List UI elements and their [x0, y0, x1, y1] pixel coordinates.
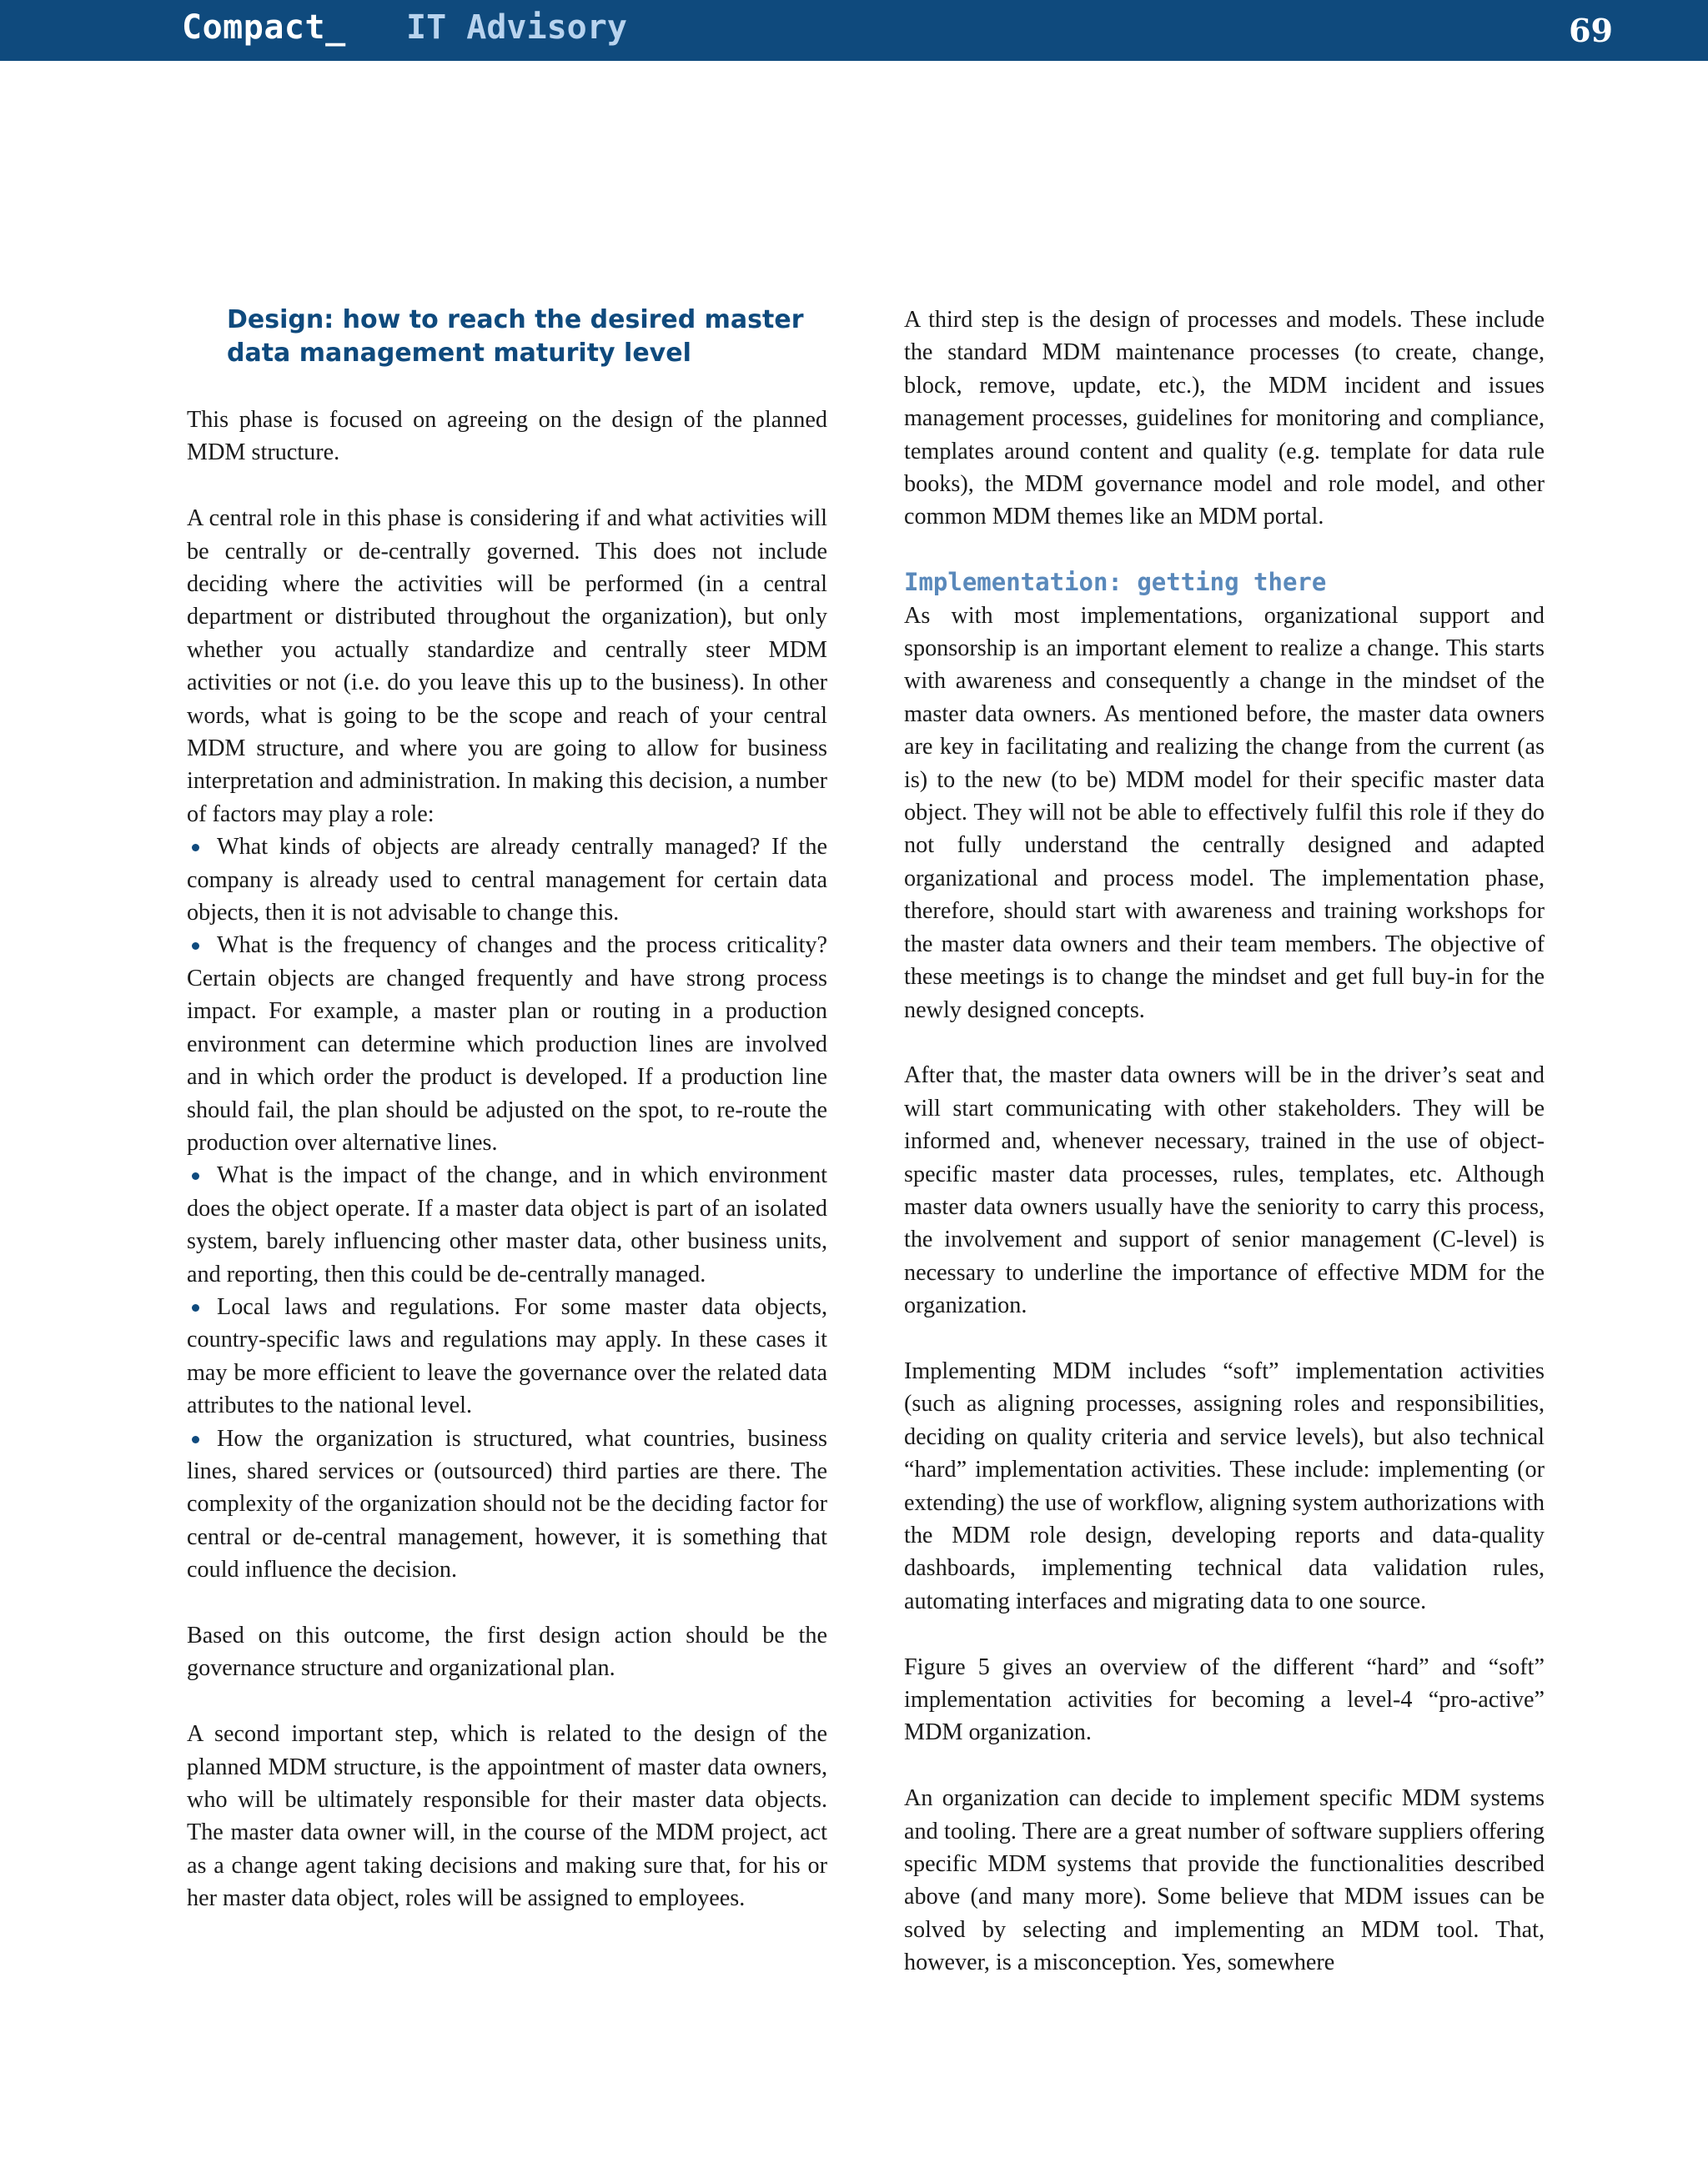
paragraph: After that, the master data owners will be in the driver’s seat and will start communicating with other stakeholders. They will be informed and, whenever necessary, trained in the use of object-specific master data processes, rules, templates, etc. Although master data owners usually have the seniority to carry this process, the involvement and support of senior management (C-level) is necessary to underline the importance of effective MDM for the organization. — [904, 1062, 1545, 1319]
paragraph: A central role in this phase is considering if and what activities will be centrally or de-centrally governed. This does not include deciding where the activities will be performed (in a central department or distributed throughout the organization), but only whether you actually standardize and centrally steer MDM activities or not (i.e. do you leave this up to the business). In other words, what is going to be the scope and reach of your central MDM structure, and where you are going to allow for business interpretation and administration. In making this decision, a number of factors may play a role: — [187, 505, 827, 827]
list-item — [187, 929, 827, 1159]
bullet-icon — [192, 942, 199, 950]
paragraph: A second important step, which is related to the design of the planned MDM structure, is the appointment of master data owners, who will be ultimately responsible for their master data objects. The master data owner will, in the course of the MDM project, act as a change agent taking decisions and making sure that, for his or her master data object, roles will be assigned to employees. — [187, 1721, 827, 1912]
paragraph: Figure 5 gives an overview of the different “hard” and “soft” implementation activities for becoming a level-4 “pro-active” MDM organization. — [904, 1654, 1545, 1746]
right-column — [904, 304, 1545, 1980]
list-item-text: What kinds of objects are already centrally managed? If the company is already used to central management for certain data objects, then it is not advisable to change this. — [187, 834, 827, 926]
bullet-icon — [192, 1304, 199, 1312]
list-item — [187, 1159, 827, 1291]
list-item-text: Local laws and regulations. For some master data objects, country-specific laws and regulations may apply. In these cases it may be more efficient to leave the governance over the related data attributes to the national level. — [187, 1293, 827, 1419]
paragraph: A third step is the design of processes and models. These include the standard MDM maintenance processes (to create, change, block, remove, update, etc.), the MDM incident and issues management processes, guidelines for monitoring and compliance, templates around content and quality (e.g. template for data rule books), the MDM governance model and role model, and other common MDM themes like an MDM portal. — [904, 307, 1545, 530]
list-item-text: What is the frequency of changes and the process criticality? Certain objects are changed frequently and have strong process impact. For example, a master plan or routing in a production environment can determine which production lines are involved and in which order the product is developed. If a production line should fail, the plan should be adjusted on the spot, to re-route the production over alternative lines. — [187, 932, 827, 1156]
section-heading-design: Design: how to reach the desired master data management maturity level — [227, 305, 804, 368]
header-bar — [0, 0, 1708, 61]
list-item — [187, 831, 827, 929]
paragraph: Based on this outcome, the first design action should be the governance structure and organizational plan. — [187, 1623, 827, 1682]
list-item — [187, 1291, 827, 1423]
page-number: 69 — [1569, 12, 1613, 49]
paragraph: As with most implementations, organizational support and sponsorship is an important element to realize a change. This starts with awareness and consequently a change in the mindset of the master data owners. As mentioned before, the master data owners are key in facilitating and realizing the change from the current (as is) to the new (to be) MDM model for their specific master data object. They will not be able to effectively fulfil this role if they do not fully understand the centrally designed and adapted organizational and process model. The implementation phase, therefore, should start with awareness and training workshops for the master data owners and their team members. The objective of these meetings is to change the mindset and get full buy-in for the newly designed concepts. — [904, 602, 1545, 1023]
bullet-icon — [192, 844, 199, 851]
brand-name: Compact_ — [182, 8, 346, 47]
list-item — [187, 1423, 827, 1587]
list-item-text: How the organization is structured, what countries, business lines, shared services or (outsourced) third parties are there. The complexity of the organization should not be the deciding factor for central or de-central management, however, it is something that could influence the decision. — [187, 1425, 827, 1583]
factor-list — [187, 831, 827, 1586]
section-heading-implementation: Implementation: getting there — [904, 568, 1327, 597]
bullet-icon — [192, 1436, 199, 1443]
paragraph: An organization can decide to implement specific MDM systems and tooling. There are a great number of software suppliers offering specific MDM systems that provide the functionalities described above (and many more). Some believe that MDM issues can be solved by selecting and implementing an MDM tool. That, however, is a misconception. Yes, somewhere — [904, 1785, 1545, 1976]
paragraph: Implementing MDM includes “soft” implementation activities (such as aligning processes, assigning roles and responsibilities, deciding on quality criteria and service levels), but also technical “hard” implementation activities. These include: implementing (or extending) the use of workflow, aligning system authorizations with the MDM role design, developing reports and data-quality dashboards, implementing technical data validation rules, automating interfaces and migrating data to one source. — [904, 1357, 1545, 1614]
list-item-text: What is the impact of the change, and in which environment does the object operate. If a master data object is part of an isolated system, barely influencing other master data, other business units, and reporting, then this could be de-centrally managed. — [187, 1162, 827, 1287]
section-name: IT Advisory — [406, 8, 627, 47]
paragraph: This phase is focused on agreeing on the design of the planned MDM structure. — [187, 407, 827, 466]
bullet-icon — [192, 1172, 199, 1180]
left-column — [187, 304, 827, 1915]
